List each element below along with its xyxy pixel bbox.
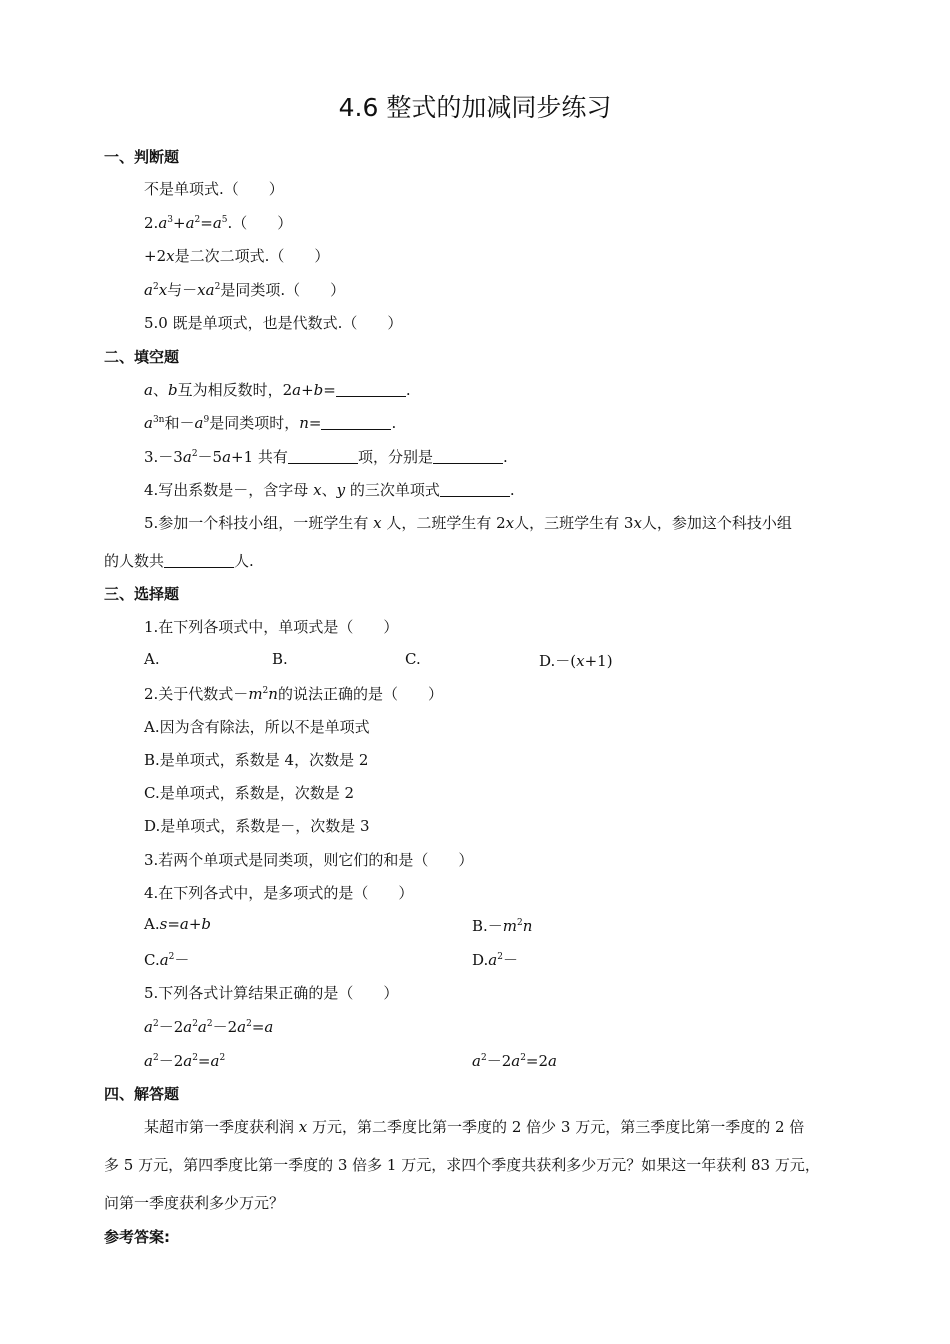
choice-q4-option-b: $B.-m^2n$ bbox=[472, 917, 533, 935]
answer-blank bbox=[164, 553, 234, 568]
choice-q2-option-b: B.是单项式，系数是 4，次数是 2 bbox=[144, 751, 369, 769]
choice-q4-option-d: $D.a^2-$ bbox=[472, 951, 518, 969]
choice-q2: 2.关于代数式$-m^2n$的说法正确的是（ ） bbox=[144, 685, 443, 703]
section-heading-judge: 一、判断题 bbox=[104, 148, 180, 166]
answer-blank bbox=[433, 449, 503, 464]
answer-blank bbox=[440, 482, 510, 497]
section-heading-fill: 二、填空题 bbox=[104, 348, 180, 366]
choice-q1-option-d: D.－(x+1) bbox=[539, 652, 613, 670]
choice-q5-option-2: $a^2-2a^2=a^2$ bbox=[144, 1052, 226, 1070]
choice-q2-option-c: C.是单项式，系数是，次数是 2 bbox=[144, 784, 355, 802]
fill-q4: 4.写出系数是－，含字母 x、y 的三次单项式 . bbox=[144, 481, 515, 499]
judge-q4: $a^2x$与$-xa^2$是同类项.（ ） bbox=[144, 281, 346, 299]
choice-q1-option-b: B. bbox=[272, 650, 288, 668]
answers-heading: 参考答案: bbox=[104, 1228, 170, 1246]
section-heading-solve: 四、解答题 bbox=[104, 1085, 180, 1103]
page-title: 4.6 整式的加减同步练习 bbox=[338, 93, 612, 122]
fill-q3: $3.-3a^2-5a+1$ 共有 项，分别是 . bbox=[144, 448, 508, 466]
choice-q4: 4.在下列各式中，是多项式的是（ ） bbox=[144, 884, 414, 902]
fill-q5-line2: 的人数共 人. bbox=[104, 552, 254, 570]
choice-q2-option-a: A.因为含有除法，所以不是单项式 bbox=[144, 718, 370, 736]
fill-q1: a、b互为相反数时，2a+b= . bbox=[144, 381, 411, 399]
choice-q1: 1.在下列各项式中，单项式是（ ） bbox=[144, 618, 399, 636]
answer-blank bbox=[336, 382, 406, 397]
judge-q1: 不是单项式.（ ） bbox=[144, 180, 284, 198]
answer-blank bbox=[288, 449, 358, 464]
choice-q4-option-a: A.s=a+b bbox=[144, 915, 212, 933]
judge-q5: 5.0 既是单项式，也是代数式.（ ） bbox=[144, 314, 403, 332]
judge-q3: +2x是二次二项式.（ ） bbox=[144, 247, 330, 265]
section-heading-choice: 三、选择题 bbox=[104, 585, 180, 603]
choice-q2-option-d: D.是单项式，系数是－，次数是 3 bbox=[144, 817, 370, 835]
choice-q1-option-a: A. bbox=[144, 650, 160, 668]
fill-q2: $a^{3n}$和$-a^9$是同类项时，n= . bbox=[144, 414, 397, 432]
choice-q5: 5.下列各式计算结果正确的是（ ） bbox=[144, 984, 399, 1002]
solve-line-3: 问第一季度获利多少万元？ bbox=[104, 1194, 285, 1212]
choice-q5-option-3: $a^2-2a^2=2a$ bbox=[472, 1052, 557, 1070]
answer-blank bbox=[321, 415, 391, 430]
choice-q3: 3.若两个单项式是同类项，则它们的和是（ ） bbox=[144, 851, 474, 869]
judge-q2: $2.a^3+a^2=a^5$.（ ） bbox=[144, 214, 293, 232]
choice-q4-option-c: $C.a^2-$ bbox=[144, 951, 190, 969]
solve-line-2: 多 5 万元，第四季度比第一季度的 3 倍多 1 万元，求四个季度共获利多少万元？如果这一年获利 83 万元， bbox=[104, 1156, 820, 1174]
choice-q1-option-c: C. bbox=[405, 650, 421, 668]
fill-q5: 5.参加一个科技小组，一班学生有 x 人，二班学生有 2x人，三班学生有 3x人，参加这个科技小组 bbox=[144, 514, 792, 532]
solve-line-1: 某超市第一季度获利润 x 万元，第二季度比第一季度的 2 倍少 3 万元，第三季度比第一季度的 2 倍 bbox=[144, 1118, 805, 1136]
choice-q5-option-1: $a^2-2a^2a^2-2a^2=a$ bbox=[144, 1018, 274, 1036]
